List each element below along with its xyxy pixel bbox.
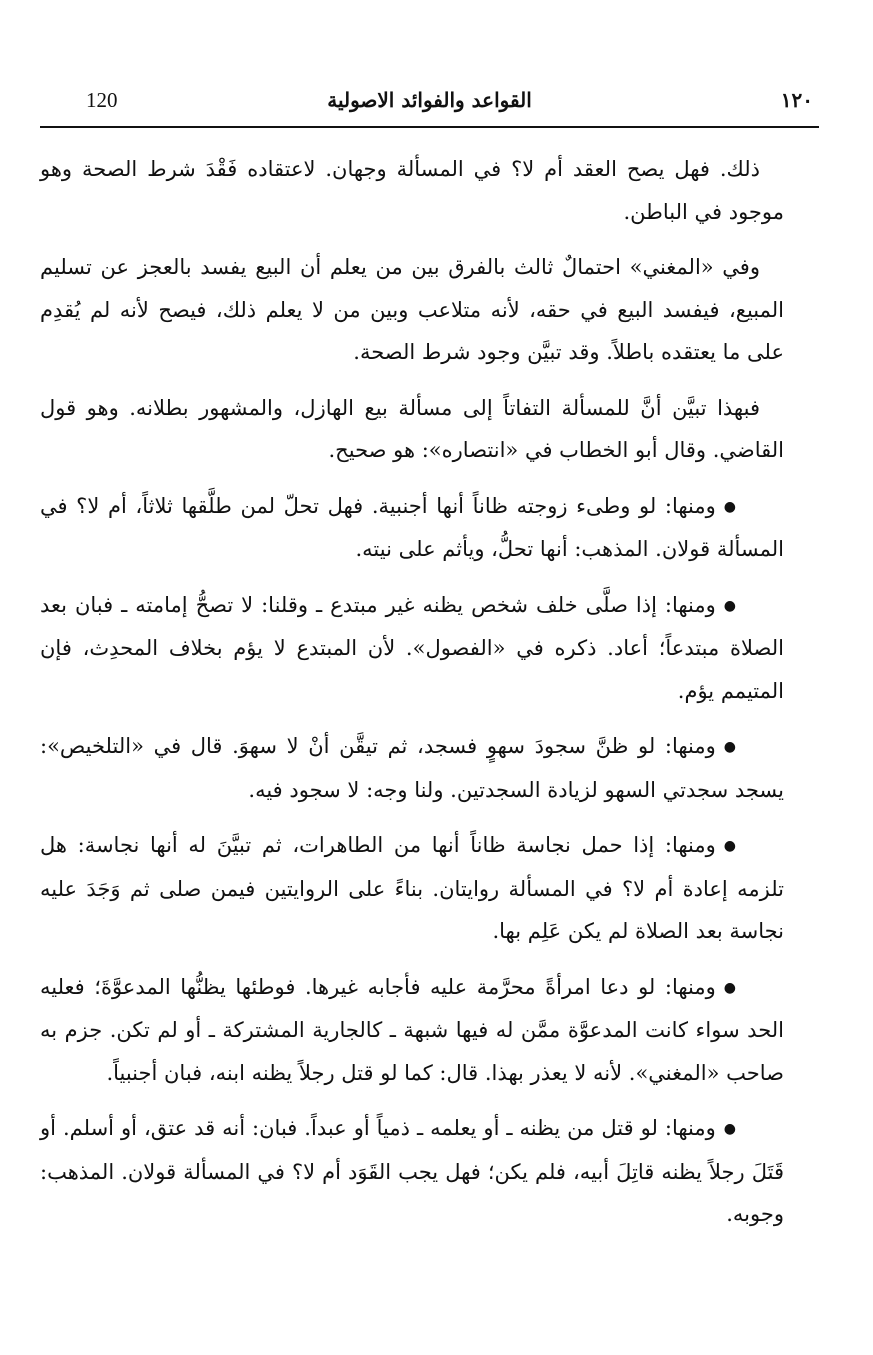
bullet-icon: ● (723, 597, 736, 614)
paragraph-text: ومنها: لو دعا امرأةً محرَّمة عليه فأجابه غيرها. فوطئها يظنُّها المدعوَّةَ؛ فعليه الحد سواء كانت المدعوَّة ممَّن له فيها شبهة ـ كالجارية المشتركة ـ أو لم تكن. جزم به صاحب «المغني». لأنه لا يعذر بهذا. قال: كما لو قتل رجلاً يظنه ابنه، فبان أجنبياً. (40, 974, 784, 1085)
paragraph (40, 148, 784, 233)
bullet-paragraph (40, 966, 784, 1095)
page-number-latin: 120 (86, 88, 118, 112)
paragraph-text: فبهذا تبيَّن أنَّ للمسألة التفاتاً إلى مسألة بيع الهازل، والمشهور بطلانه. وهو قول القاضي. وقال أبو الخطاب في «انتصاره»: هو صحيح. (40, 395, 784, 462)
paragraph-text: ومنها: إذا حمل نجاسة ظاناً أنها من الطاهرات، ثم تبيَّنَ له أنها نجاسة: هل تلزمه إعادة أم لا؟ في المسألة روايتان. بناءً على الروايتين فيمن صلى ثم وَجَدَ عليه نجاسة بعد الصلاة لم يكن عَلِم بها. (40, 833, 784, 943)
bullet-paragraph (40, 485, 784, 571)
bullet-icon: ● (723, 498, 736, 515)
bullet-icon: ● (723, 739, 736, 755)
paragraph (40, 246, 784, 374)
paragraph-text: ومنها: لو ظنَّ سجودَ سهوٍ فسجد، ثم تيقَّن أنْ لا سهوَ. قال في «التلخيص»: يسجد سجدتي السهو لزيادة السجدتين. ولنا وجه: لا سجود فيه. (40, 734, 784, 802)
paragraph-text: وفي «المغني» احتمالٌ ثالث بالفرق بين من يعلم أن البيع يفسد بالعجز عن تسليم المبيع، فيفسد البيع في حقه، لأنه متلاعب وبين من لا يعلم ذلك، فيصح لأنه لم يُقدِم على ما يعتقده باطلاً. وقد تبيَّن وجود شرط الصحة. (40, 255, 784, 364)
header-divider (40, 126, 819, 128)
bullet-icon: ● (723, 838, 736, 854)
paragraph (40, 387, 784, 472)
page-header (40, 88, 819, 120)
body-text (40, 148, 784, 1249)
running-title: القواعد والفوائد الاصولية (327, 88, 532, 112)
bullet-paragraph (40, 725, 784, 811)
bullet-icon: ● (723, 1121, 736, 1137)
bullet-paragraph (40, 1107, 784, 1236)
paragraph-text: ومنها: لو قتل من يظنه ـ أو يعلمه ـ ذمياً أو عبداً. فبان: أنه قد عتق، أو أسلم. أو قَتَلَ رجلاً يظنه قاتِلَ أبيه، فلم يكن؛ فهل يجب القَوَد أم لا؟ في المسألة قولان. المذهب: وجوبه. (40, 1116, 784, 1226)
bullet-icon: ● (723, 979, 736, 996)
paragraph-text: ذلك. فهل يصح العقد أم لا؟ في المسألة وجهان. لاعتقاده فَقْدَ شرط الصحة وهو موجود في الباطن. (40, 157, 784, 224)
paragraph-text: ومنها: لو وطىء زوجته ظاناً أنها أجنبية. فهل تحلّ لمن طلَّقها ثلاثاً، أم لا؟ في المسألة قولان. المذهب: أنها تحلُّ، ويأثم على نيته. (40, 493, 784, 561)
bullet-paragraph (40, 824, 784, 953)
bullet-paragraph (40, 584, 784, 713)
paragraph-text: ومنها: إذا صلَّى خلف شخص يظنه غير مبتدع ـ وقلنا: لا تصحُّ إمامته ـ فبان بعد الصلاة مبتدعاً؛ أعاد. ذكره في «الفصول». لأن المبتدع لا يؤم بخلاف المحدِث، فإن المتيمم يؤم. (40, 592, 784, 703)
page-number-arabic: ١٢٠ (780, 88, 813, 112)
